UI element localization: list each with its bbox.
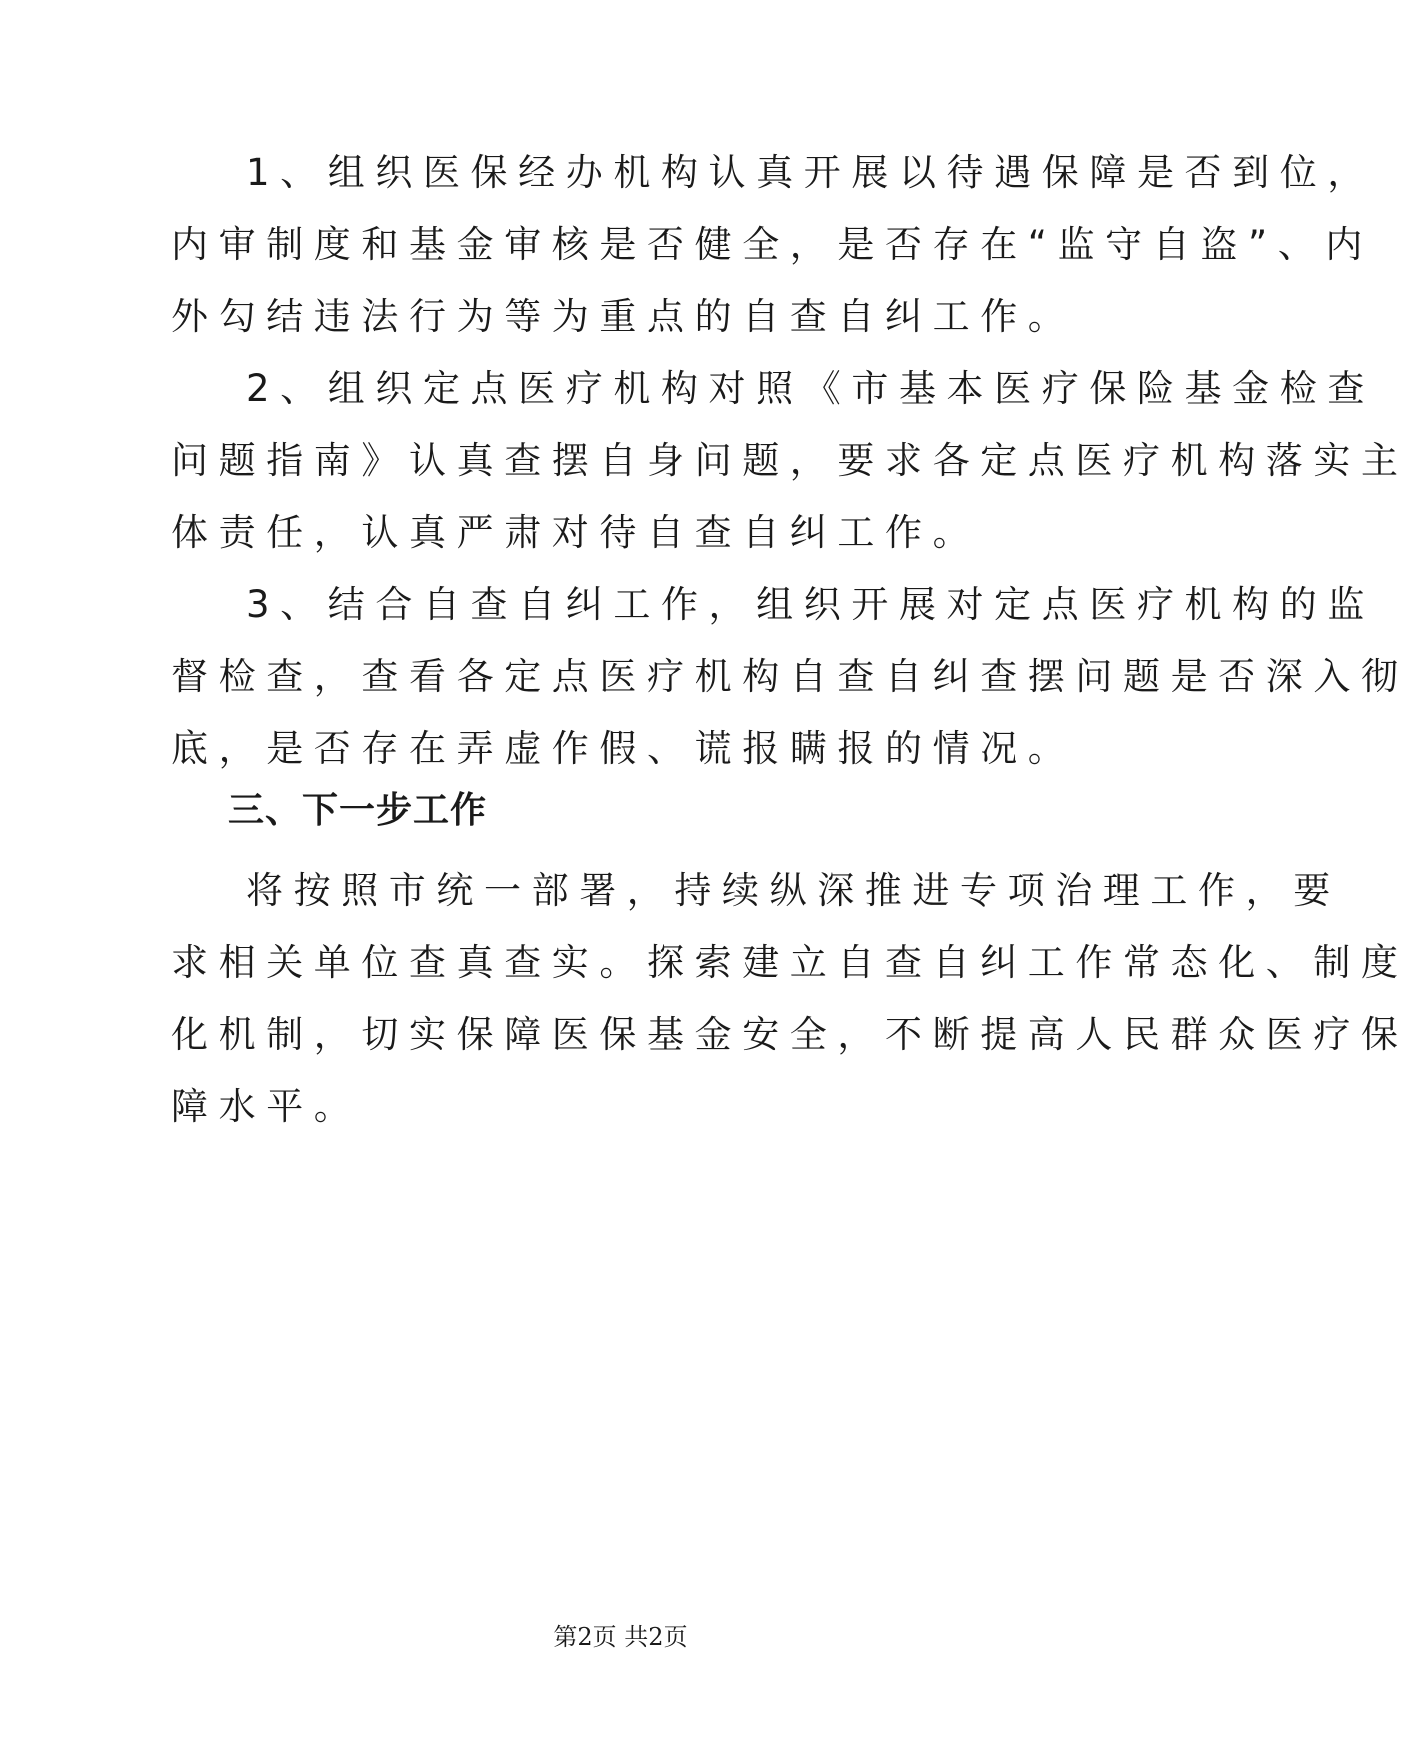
paragraph-3-line-3: 底，是否存在弄虚作假、谎报瞒报的情况。 <box>171 727 1076 770</box>
paragraph-2-line-3: 体责任，认真严肃对待自查自纠工作。 <box>171 511 981 554</box>
paragraph-2-line-1: 2、组织定点医疗机构对照《市基本医疗保险基金检查 <box>246 367 1375 410</box>
paragraph-4-line-1: 将按照市统一部署，持续纵深推进专项治理工作，要 <box>246 869 1341 912</box>
section-heading: 三、下一步工作 <box>228 790 488 831</box>
paragraph-3-line-2: 督检查，查看各定点医疗机构自查自纠查摆问题是否深入彻 <box>171 655 1409 698</box>
paragraph-3-line-1: 3、结合自查自纠工作，组织开展对定点医疗机构的监 <box>246 583 1375 626</box>
page-number-footer: 第2页 共2页 <box>553 1623 688 1651</box>
paragraph-4-line-3: 化机制，切实保障医保基金安全，不断提高人民群众医疗保 <box>171 1013 1409 1056</box>
paragraph-2-line-2: 问题指南》认真查摆自身问题，要求各定点医疗机构落实主 <box>171 439 1409 482</box>
paragraph-4-line-2: 求相关单位查真查实。探索建立自查自纠工作常态化、制度 <box>171 941 1409 984</box>
paragraph-1-line-1: 1、组织医保经办机构认真开展以待遇保障是否到位， <box>246 151 1375 194</box>
paragraph-1-line-2: 内审制度和基金审核是否健全，是否存在“监守自盗”、内 <box>171 223 1373 266</box>
paragraph-1-line-3: 外勾结违法行为等为重点的自查自纠工作。 <box>171 295 1076 338</box>
paragraph-4-line-4: 障水平。 <box>171 1085 362 1128</box>
